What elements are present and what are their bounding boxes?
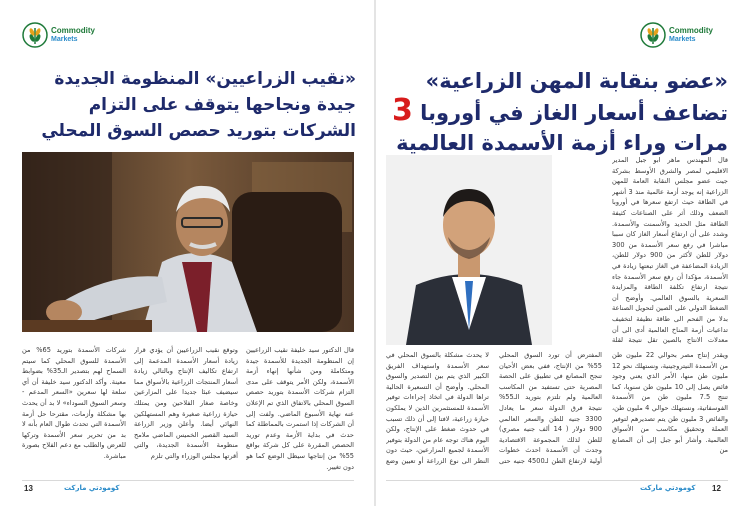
left-text-column-1 (246, 345, 354, 475)
page-number-left: 13 (24, 484, 33, 493)
right-text-columns-2-3 (386, 350, 602, 476)
right-headline-number: 3 (392, 93, 413, 128)
right-col-2-text: المفترض أن تورد السوق المحلي 55% من الإنتاج، ففي بعض الأحيان تنجح المصانع في تطبيق على الحصة المصرية حتى تستفيد من المكاسب العالمية ولم تلتزم بتوريد الـ55% نتيجة فرق الدولة سعر ما يعادل 3300 جنيه للطن والسعر العالمي 900 دولار ( 14 ألف جنيه مصري) للطن لذلك المجموعة الاقتصادية وجدت أن الأسمدة احدث خطوات أولية لارتفاع الطن لـ4500 جنيه حتى لا يحدث مشكلة بالسوق المحلي في سعر الأسمدة واستهداف الفريق الكبير الذي يتم بين التصدير والسوق المحلي. وأوضح أن التسعيرة الحالية تراها الدولة في اتخاذ إجراءات توفير الأسمدة للمستثمرين الذين لا يملكون حيازة زراعية، لافتا إلى أن ذلك تسبب في حدوث ضغط على الإنتاج، ولكن اليوم هناك توجه عام من الدولة بتوفير الأسمدة لجميع المزارعين، حيث دون النظر الى نوع الزراعة أو تعيين وضع (386, 351, 602, 465)
left-footer-rule (22, 480, 354, 481)
right-text-column-1-top (612, 155, 728, 345)
wheat-icon (22, 22, 48, 48)
left-text-column-2 (134, 345, 238, 475)
magazine-name-left: كومودتي ماركت (64, 484, 120, 492)
logo-line2: Markets (51, 36, 78, 43)
right-footer-rule (386, 480, 728, 481)
right-col-1-text: قال المهندس ماهر ابو جبل المدير الاقليمي لمصر والشرق الأوسط بشركة جيت عضو مجلس النقابة العامة للمهن الزراعية إنه يوجد أزمة عالمية منذ 3 أشهر في الطاقة حيث ارتفع سعرها في أوروبا الضعف وذلك أثر على الصناعات كثيفة الطاقة مثل الحديد والأسمنت والأسمدة. وشدد على أن ارتفاع أسعار الغاز كان سببا مباشرا في رفع سعر الأسمدة من 300 دولار للطن لأكثر من 900 دولار للطن، الزيادة المضاعفة في الغاز تبعتها زيادة في الأسمدة، مؤكدا أن رفع سعر الأسمدة جاء نتيجة ارتفاع تكلفة الطاقة والمزايدة السعرية بالسوق العالمي. وأوضح أن الضغط الدولي على الصين لتحويل الصناعة بدلا من الفحم الى طاقة نظيفة لتخفيف تداعيات أزمة المناخ العالمية أدى الى أن معدلات الانتاج بالصين تقل نتيجة لقلة (612, 156, 728, 345)
left-col-2-text: وتوقع نقيب الزراعيين أن يؤدي قرار زيادة أسعار الأسمدة المدعمة إلى ارتفاع تكاليف الإنتاج وبالتالي زيادة أسعار المنتجات الزراعية بالأسواق مما سيضيف عبئا جديدا على المزارعين وخاصة صغار الفلاحين ومن يمتلك حيازة زراعية صغيرة وهم المستهلكين النهائي أيضا. وأعلن وزير الزراعة السيد القصير الخميس الماضي ملامح منظومة الأسمدة الجديدة، والتي أقرتها مجلس الوزراء والتي تلزم (134, 346, 238, 460)
interview-photo-left (22, 152, 354, 332)
logo-line1: Commodity (51, 26, 95, 35)
right-headline-part2: مرات وراء أزمة الأسمدة العالمية (396, 131, 728, 155)
logo-line1: Commodity (669, 26, 713, 35)
magazine-name-right: كومودتي ماركت (640, 484, 696, 492)
right-text-column-1-bottom (612, 350, 728, 476)
wheat-icon (640, 22, 666, 48)
portrait-photo-right (386, 155, 552, 345)
right-headline (386, 66, 728, 158)
commodity-markets-logo-left (22, 22, 95, 48)
right-col-1-bottom-text: ويقدر إنتاج مصر بحوالي 22 مليون طن من الأسمدة النيتروجينية، ونستهلك نحو 12 مليون طن منها، الأمر الذي يعني وجود فائض يصل إلى 10 مليون طن سنويا، كما تنتج 7.5 مليون طن من الأسمدة الفوسفاتية، ونستهلك حوالي 4 مليون طن، والفائض 3 مليون طن يتم تصديرهم لتوفير العملة وتحقيق مكاسب من الأسواق العالمية. وأشار أبو جبل إلى أن المصانع من (612, 351, 728, 455)
right-headline-part1: «عضو بنقابة المهن الزراعية» تضاعف أسعار الغاز في أوروبا (412, 69, 728, 125)
left-col-1-text: قال الدكتور سيد خليفة نقيب الزراعيين إن المنظومة الجديدة للأسمدة جيدة ومتكاملة ومن شأنها إنهاء أزمة الأسمدة، ولكن الأمر يتوقف على مدى التزام شركات الأسمدة بتوريد حصص السوق المحلي بالاتفاق الذي تم الإعلان عنه نهاية الأسبوع الماضي. ولفت إلى أن الشركات إذا استمرت بالمماطلة كما حدث في بداية الأزمة وعدم توريد الحصص المقررة على كل شركة بواقع 55% من إنتاجها سيظل الوضع كما هو دون تغيير. (246, 346, 354, 471)
logo-line2: Markets (669, 36, 696, 43)
left-text-column-3 (22, 345, 126, 475)
left-headline: «نقيب الزراعيين» المنظومة الجديدة جيدة ونجاحها يتوقف على التزام الشركات بتوريد حصص السوق المحلي (41, 69, 356, 141)
commodity-markets-logo-right (640, 22, 713, 48)
page-gutter (374, 0, 376, 506)
page-number-right: 12 (712, 484, 721, 493)
left-col-3-text: شركات الأسمدة بتوريد 65% من الأسمدة للسوق المحلي كما سيتم السماح لهم بتصدير الـ35% بضوابط معينة. وأكد الدكتور سيد خليفة أن أي سلعة لها سعرين «السعر المدعم - وسعر السوق السوداء» لا بد أن يحدث بها مشكلة وأزمات، مقترحا حل أزمة الأسمدة التي تحدث طوال العام بأنه لا بد من تحرير سعر الأسمدة وتركها للعرض والطلب مع دعم الفلاح بصورة مباشرة. (22, 346, 126, 460)
